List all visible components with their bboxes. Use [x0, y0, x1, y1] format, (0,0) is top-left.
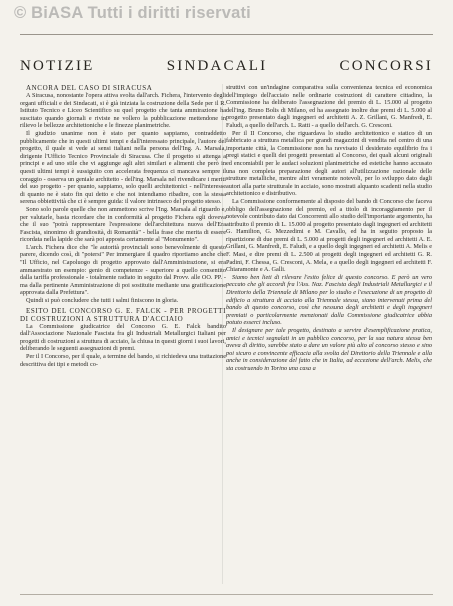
right-column	[226, 84, 432, 584]
paragraph: La Commissione conformemente al disposto del bando di Concorso che faceva obbligo dell'assegnazione del premio, ed a titolo di incoraggiamento per il notevole contributo dato dai Concorrenti allo studio dell'importante argomento, ha attribuito il premio di L. 15.000 al progetto presentato dagli ingegneri ed architetti G. Hamilton, G. Mezzedimi e M. Cavallo, ed ha in seguito proposto la ripartizione di due premi di L. 5.000 ai progetti degli ingegneri ed architetti A. E. Grillani, G. Manfredi, E. Faludi, e a quello degli ingegneri ed architetti A. Melis e F. Masi, e dire premi di L. 2.500 ai progetti degli ingegneri ed architetti G. R. Padini, F. Chessa, G. Cresconi, A. Mela, e a quello degli ingegneri ed architetti F. Chiaramonte e A. Galli.	[226, 197, 432, 274]
top-rule	[20, 34, 433, 35]
heading-word-concorsi: CONCORSI	[339, 58, 433, 74]
heading-word-sindacali: SINDACALI	[166, 58, 268, 74]
paragraph: A Siracusa, nonostante l'opera attiva svolta dall'arch. Fichera, l'intervento degli organi ufficiali e dei Sindacati, si è già iniziata la costruzione della Sede per il R. Istituto Tecnico e Liceo Scientifico su quel progetto che tanta ammirazione ha suscitato quando giornali e riviste ne vollero la pubblicazione mettendone in rilievo le bellezze architettoniche e le finezze planimetriche.	[20, 92, 226, 130]
section-title-siracusa: ANCORA DEL CASO DI SIRACUSA	[26, 84, 153, 92]
watermark: © BiASA Tutti i diritti riservati	[14, 4, 251, 22]
paragraph: struttivi con un'indagine comparativa sulla convenienza tecnica ed economica dell'impiego dell'acciaio nelle ordinarie costruzioni di carattere cittadino, la Commissione ha deliberato l'assegnazione del premio di L. 15.000 al progetto dell'ing. Bruno Bolis di Milano, ed ha assegnato inoltre due premi di L. 5.000 al progetto presentato dagli ingegneri ed architetti A. Z. Grillani, G. Manfredi, E. Faludi, a quello dell'arch. L. Ratti - a quello dell'arch. G. Cresconi.	[226, 84, 432, 129]
paragraph: Sono solo parole quelle che non ammettono scrive l'Ing. Marsala al riguardo e, per valutarle, basta ricordare che in conformità al progetto Fichera egli doveva che il suo "potrà rappresentare l'espressione dell'architettura nuova dell'Era Fascista, sinonimo di grandiosità, di Romanità" - bella frase che merita di essere ricordata nella lapide che sarà poi apposta certamente al "Monumento".	[20, 205, 226, 244]
paragraph: Per il II Concorso, che riguardava lo studio architettonico e statico di un fabbricato a struttura metallica per grandi magazzini di vendita nel centro di una importante città, la Commissione non ha ravvisato il desiderato equilibrio fra i pregi statici e quelli dei progetti presentati al Concorso, dei quali alcuni originali ed encomiabili per le audaci soluzioni planimetriche ed estetiche hanno accusato una non completa preparazione degli autori all'utilizzazione razionale delle strutture metalliche, mentre altri veramente notevoli, per lo sviluppo dato dagli autori alla parte strutturale in acciaio, sono mostrati alquanto scadenti nella studio architettonico e distributivo.	[226, 129, 432, 198]
paragraph: Quindi si può concludere che tutti i salmi finiscono in gloria.	[26, 297, 179, 305]
paragraph-italic: Il designare per tale progetto, destinato a servire d'esemplificazione pratica, amici e tecnici segnalati in un pubblico concorso, per la sua natura stessa ben aveva di diritto, sarebbe stato a dare un valore più alto al concorso stesso e sino poi sicuro e convincente efficacia alla svolta del Direttorio della Triennale e alla anche in considerazione del fatto che in Italia, ad eccezione dell'arch. Melis, che sta costruendo in Torino una casa a	[226, 327, 432, 372]
column-divider	[222, 84, 223, 584]
heading-word-notizie: NOTIZIE	[20, 58, 95, 74]
section-heading	[20, 58, 433, 75]
paragraph: L'arch. Fichera dice che "le autorità provinciali sono benevolmente di questo parere, dicendo così, di "potersi" Per immergiare il quadro riportiamo anche che "Il Ufficio, nel Capoluogo di progetto approvato dall'Amministrazione, si era ammaestrato un esempio: genio di competenze - superiore a quello consentito dalla tariffa professionale - totalmente radiato in seguito dal Provv. alle OO. PP. - ma dalla pertinente Amministrazione di poi sostituite mediante una gratificazione approvata dalla Prefettura".	[20, 243, 226, 297]
section-title-falck: ESITO DEL CONCORSO G. E. FALCK - PER PROGETTI DI COSTRUZIONI A STRUTTURA D'ACCIAIO	[20, 306, 226, 323]
paragraph: Il giudizio unanime non è stato per quanto sappiamo, contraddetto pubblicamente che in questi ultimi tempi e dall'interessato principale, l'autore del progetto, il quale si vede ai sensi italiani nella persona dell'Ing. A. Marsala, dirigente l'Ufficio Tecnico Provinciale di Siracusa. Che il progetto si attenga a principi e ad uno stile che vi aggiunge agli altri similari e alimenti che però in questi ultimi tempi è sussiguito con accelerata frequenza ci mancava sempre il coraggio - osserva un geniale architetto - dell'ing. Marsala nel rivendicare i meriti del suo progetto - per quanto, sappiamo, solo quelli architettonici - nell'interesse di quanto ne è stato fin qui detto e che noi intendiamo ribadire, con la stessa serena obbiettività che ci è sempre guida: il valore intrinseco del progetto stesso.	[20, 129, 226, 206]
bottom-rule	[20, 594, 433, 595]
paragraph-italic: Siamo ben lieti di rilevare l'esito felice di questo concorso. E però un vero peccato che gli accordi fra l'Ass. Naz. Fascista degli Industriali Metallurgici e il Direttorio della Triennale di Milano per lo studio e l'esecuzione di un progetto di edificio a struttura di acciaio alla Triennale stessa, siano intervenuti prima del bando di questo concorso, così che nessuna degli architetti e degli ingegneri premiati o particolarmente menzionati dalla Commissione giudicatrice abbia potuto esserci incluso.	[226, 273, 432, 327]
paragraph: La Commissione giudicatrice del Concorso G. E. Falck bandito dall'Associazione Nazionale Fascista fra gli Industriali Metallurgici Italiani per progetti di costruzioni a struttura di acciaio, la chiusa in questi giorni i suoi lavori, deliberando le seguenti assegnazioni di premi.	[20, 322, 226, 353]
left-column	[20, 84, 226, 584]
paragraph: Per il I Concorso, per il quale, a termine del bando, si richiedeva una trattazione descrittiva dei tipi e metodi co-	[20, 353, 226, 368]
